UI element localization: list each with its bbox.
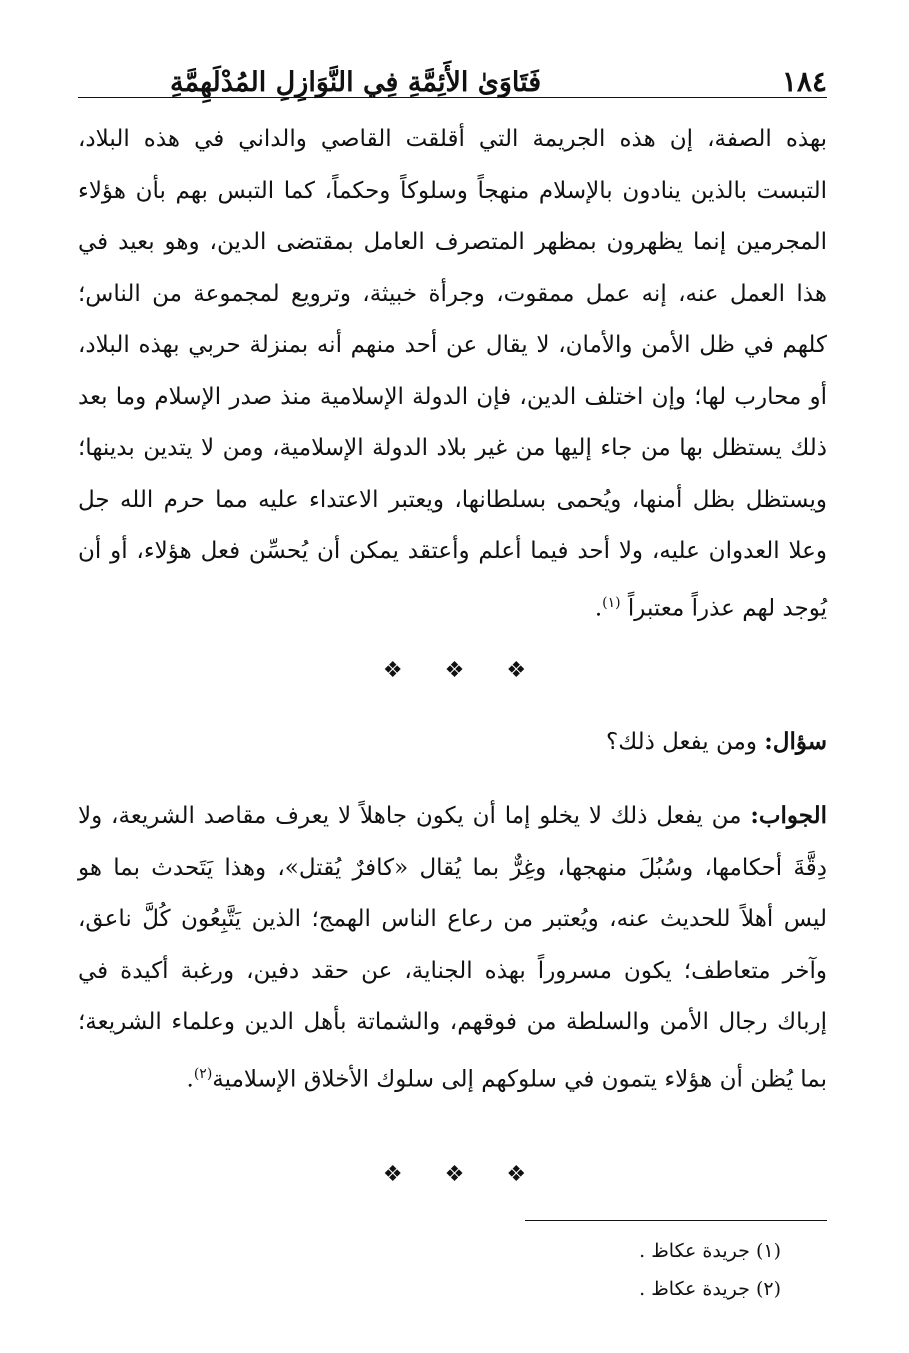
ornament-icon: ❖ <box>506 1162 527 1187</box>
page-number: ١٨٤ <box>781 65 827 98</box>
question-block <box>78 716 827 769</box>
paragraph-end: . <box>594 595 603 622</box>
answer-text: من يفعل ذلك لا يخلو إما أن يكون جاهلاً لا يعرف مقاصد الشريعة، ولا دِقَّةَ أحكامها، وسُبُلَ منهجها، وغِرٌّ بما يُقال «كافرٌ يُقتل»، وهذا يَتَحدث بما هو ليس أهلاً للحديث عنه، ويُعتبر من رعاع الناس الهمج؛ الذين يَتَّبِعُون كُلَّ ناعق، وآخر متعاطف؛ يكون مسروراً بهذه الجناية، عن حقد دفين، ورغبة أكيدة في إرباك رجال الأمن والسلطة من فوقهم، والشماتة بأهل الدين وعلماء الشريعة؛ بما يُظن أن هؤلاء يتمون في سلوكهم إلى سلوك الأخلاق الإسلامية <box>78 803 827 1093</box>
ornament-icon: ❖ <box>444 658 465 683</box>
body-paragraph-1 <box>78 114 827 635</box>
paragraph-text: بهذه الصفة، إن هذه الجريمة التي أقلقت القاصي والداني في هذه البلاد، التبست بالذين ينادون بالإسلام منهجاً وسلوكاً وحكماً، كما التبس بهم بأن هؤلاء المجرمين إنما يظهرون بمظهر المتصرف العامل بمقتضى الدين، وهو بعيد في هذا العمل عنه، إنه عمل ممقوت، وجرأة خبيثة، وترويع لمجموعة من الناس؛ كلهم في ظل الأمن والأمان، لا يقال عن أحد منهم أنه بمنزلة حربي بهذه البلاد، أو محارب لها؛ وإن اختلف الدين، فإن الدولة الإسلامية منذ صدر الإسلام وما بعد ذلك يستظل بها من جاء إليها من غير بلاد الدولة الإسلامية، ومن لا يتدين بدينها؛ ويستظل بظل أمنها، ويُحمى بسلطانها، ويعتبر الاعتداء عليه مما حرم الله جل وعلا العدوان عليه، ولا أحد فيما أعلم وأعتقد يمكن أن يُحسِّن فعل هؤلاء، أو أن يُوجد لهم عذراً معتبراً <box>78 126 827 622</box>
answer-block <box>78 790 827 1106</box>
footnote-item <box>639 1270 781 1308</box>
ornament-icon: ❖ <box>444 1162 465 1187</box>
header-divider <box>78 97 827 98</box>
footnote-text: جريدة عكاظ . <box>639 1278 750 1300</box>
footnotes <box>639 1232 781 1308</box>
footnote-item <box>639 1232 781 1270</box>
ornament-icon: ❖ <box>382 658 403 683</box>
answer-end: . <box>186 1066 194 1093</box>
section-separator-2 <box>0 1162 909 1187</box>
footnote-marker: (٢) <box>755 1278 781 1300</box>
footnote-divider <box>525 1220 827 1221</box>
section-separator-1 <box>0 658 909 683</box>
ornament-icon: ❖ <box>506 658 527 683</box>
footnote-marker: (١) <box>755 1240 781 1262</box>
question-text: ومن يفعل ذلك؟ <box>605 729 757 755</box>
answer-label: الجواب: <box>750 802 827 829</box>
ornament-icon: ❖ <box>382 1162 403 1187</box>
footnote-text: جريدة عكاظ . <box>639 1240 750 1262</box>
question-label: سؤال: <box>764 728 827 755</box>
footnote-ref-2: (٢) <box>193 1065 213 1082</box>
running-title: فَتَاوَىٰ الأَئِمَّةِ فِي النَّوَازِلِ المُدْلَهِمَّةِ <box>170 67 542 98</box>
footnote-ref-1: (١) <box>602 594 621 611</box>
page-header <box>78 58 827 96</box>
